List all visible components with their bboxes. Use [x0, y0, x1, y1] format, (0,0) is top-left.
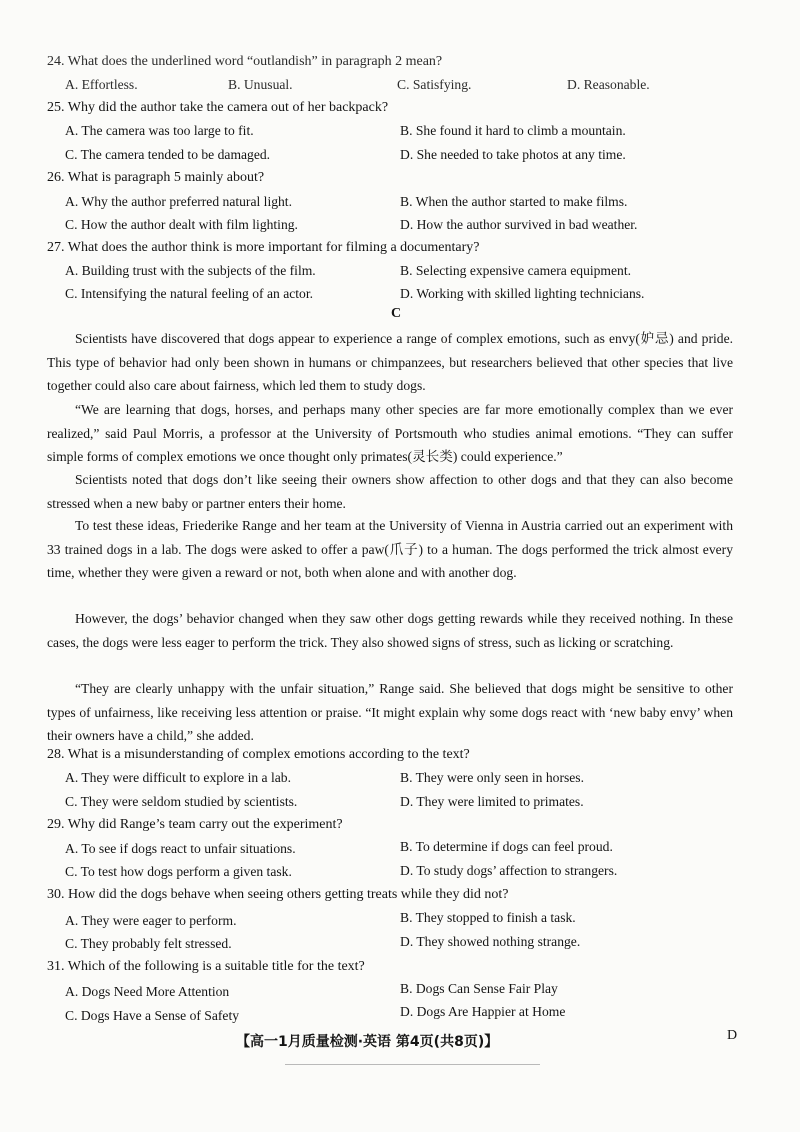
- question-26-option-b: B. When the author started to make films.: [400, 194, 628, 209]
- question-24-stem: 24. What does the underlined word “outlandish” in paragraph 2 mean?: [47, 54, 443, 69]
- question-28-stem: 28. What is a misunderstanding of complex emotions according to the text?: [47, 747, 470, 762]
- question-27-option-c: C. Intensifying the natural feeling of an actor.: [65, 286, 314, 301]
- question-24-option-c: C. Satisfying.: [397, 77, 472, 92]
- question-29-option-b: B. To determine if dogs can feel proud.: [400, 839, 613, 854]
- question-26-option-c: C. How the author dealt with film lighting.: [65, 217, 298, 232]
- question-30-option-b: B. They stopped to finish a task.: [400, 910, 576, 925]
- passage-paragraph-3: Scientists noted that dogs don’t like seeing their owners show affection to other dogs and that they can also become stressed when a new baby or partner enters their home.: [47, 472, 733, 511]
- question-27-option-d: D. Working with skilled lighting technicians.: [400, 286, 645, 301]
- question-24-option-b: B. Unusual.: [228, 77, 293, 92]
- passage-paragraph-4: To test these ideas, Friederike Range and her team at the University of Vienna in Austria carried out an experiment with 33 trained dogs in a lab. The dogs were asked to offer a paw(爪子) to a human. The dogs performed the trick almost every time, whether they were given a reward or not, both when alone and with another dog.: [47, 518, 733, 581]
- question-25-option-a: A. The camera was too large to fit.: [65, 123, 254, 138]
- question-28-option-d: D. They were limited to primates.: [400, 794, 584, 809]
- question-26-stem: 26. What is paragraph 5 mainly about?: [47, 170, 265, 185]
- question-30-option-c: C. They probably felt stressed.: [65, 936, 232, 951]
- question-26-option-a: A. Why the author preferred natural light.: [65, 194, 292, 209]
- question-31-option-a: A. Dogs Need More Attention: [65, 984, 230, 999]
- question-30-stem: 30. How did the dogs behave when seeing others getting treats while they did not?: [47, 887, 509, 902]
- corner-mark: D: [727, 1028, 738, 1043]
- question-24-option-a: A. Effortless.: [65, 77, 138, 92]
- question-28-option-b: B. They were only seen in horses.: [400, 770, 584, 785]
- page-footer: 【高一1月质量检测·英语 第4页(共8页)】: [236, 1034, 499, 1050]
- question-31-option-d: D. Dogs Are Happier at Home: [400, 1004, 566, 1019]
- question-29-stem: 29. Why did Range’s team carry out the experiment?: [47, 817, 343, 832]
- question-31-option-b: B. Dogs Can Sense Fair Play: [400, 981, 558, 996]
- footer-divider: [285, 1064, 540, 1065]
- question-30-option-d: D. They showed nothing strange.: [400, 934, 581, 949]
- question-30-option-a: A. They were eager to perform.: [65, 913, 237, 928]
- question-27-stem: 27. What does the author think is more important for filming a documentary?: [47, 240, 480, 255]
- question-25-option-c: C. The camera tended to be damaged.: [65, 147, 271, 162]
- section-c-heading: C: [391, 306, 402, 321]
- question-29-option-a: A. To see if dogs react to unfair situations.: [65, 841, 296, 856]
- passage-paragraph-2: “We are learning that dogs, horses, and perhaps many other species are far more emotionally complex than we ever realized,” said Paul Morris, a professor at the University of Portsmouth who studies animal emotions. “They can suffer simple forms of complex emotions we once thought only primates(灵长类) could experience.”: [47, 402, 733, 465]
- question-29-option-c: C. To test how dogs perform a given task.: [65, 864, 292, 879]
- question-25-option-b: B. She found it hard to climb a mountain.: [400, 123, 626, 138]
- question-31-option-c: C. Dogs Have a Sense of Safety: [65, 1008, 240, 1023]
- question-31-stem: 31. Which of the following is a suitable title for the text?: [47, 959, 365, 974]
- question-28-option-a: A. They were difficult to explore in a lab.: [65, 770, 291, 785]
- question-25-option-d: D. She needed to take photos at any time.: [400, 147, 626, 162]
- question-24-option-d: D. Reasonable.: [567, 77, 650, 92]
- passage-paragraph-5: However, the dogs’ behavior changed when they saw other dogs getting rewards while they received nothing. In these cases, the dogs were less eager to perform the trick. They also showed signs of stress, such as licking or scratching.: [47, 611, 733, 650]
- passage-paragraph-1: Scientists have discovered that dogs appear to experience a range of complex emotions, such as envy(妒忌) and pride. This type of behavior had only been shown in humans or chimpanzees, but researchers believed that other species that live together could also care about fairness, which led them to study dogs.: [47, 331, 733, 394]
- question-27-option-a: A. Building trust with the subjects of the film.: [65, 263, 316, 278]
- question-26-option-d: D. How the author survived in bad weather.: [400, 217, 638, 232]
- passage-paragraph-6: “They are clearly unhappy with the unfair situation,” Range said. She believed that dogs might be sensitive to other types of unfairness, like receiving less attention or praise. “It might explain why some dogs react with ‘new baby envy’ when their owners have a child,” she added.: [47, 681, 733, 744]
- question-28-option-c: C. They were seldom studied by scientists.: [65, 794, 298, 809]
- question-29-option-d: D. To study dogs’ affection to strangers.: [400, 863, 618, 878]
- question-25-stem: 25. Why did the author take the camera out of her backpack?: [47, 100, 389, 115]
- question-27-option-b: B. Selecting expensive camera equipment.: [400, 263, 632, 278]
